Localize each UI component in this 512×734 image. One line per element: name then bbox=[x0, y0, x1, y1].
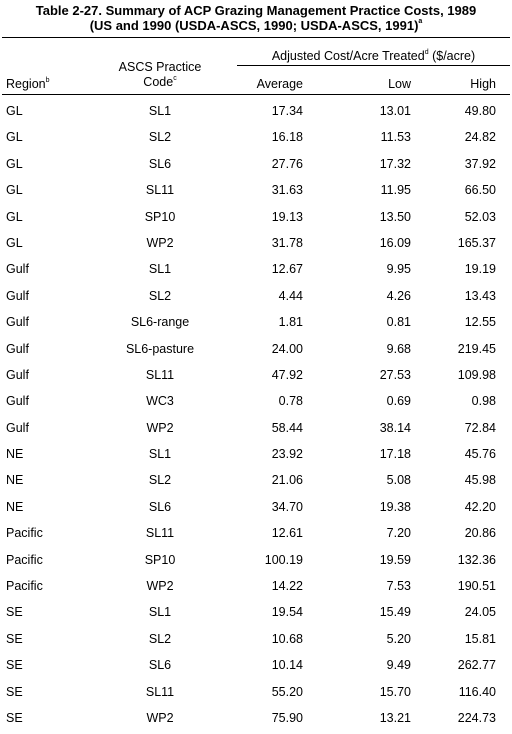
cell-practice-code: SP10 bbox=[144, 552, 176, 567]
title-footnote-mark: a bbox=[418, 18, 423, 25]
cell-practice-code: SL11 bbox=[145, 684, 175, 699]
cell-region: GL bbox=[6, 183, 23, 198]
cell-high: 42.20 bbox=[464, 499, 496, 514]
table-row bbox=[0, 705, 512, 731]
cell-average: 31.78 bbox=[271, 235, 303, 250]
cell-region: GL bbox=[6, 130, 23, 145]
group-header-label: Adjusted Cost/Acre Treated bbox=[271, 49, 425, 63]
cell-practice-code: SL11 bbox=[145, 526, 175, 541]
table-row bbox=[0, 679, 512, 705]
cell-practice-code: SL1 bbox=[148, 605, 172, 620]
cell-high: 132.36 bbox=[457, 552, 496, 567]
cell-average: 10.68 bbox=[271, 631, 303, 646]
cell-practice-code: SL1 bbox=[148, 262, 172, 277]
code-header-footnote: c bbox=[173, 75, 177, 82]
cell-average: 19.54 bbox=[271, 605, 303, 620]
table-body bbox=[0, 98, 512, 731]
cell-high: 37.92 bbox=[464, 156, 496, 171]
code-header-line-2 bbox=[100, 75, 220, 90]
cell-average: 1.81 bbox=[278, 315, 303, 330]
column-header-high: High bbox=[470, 77, 496, 91]
cell-low: 16.09 bbox=[379, 235, 411, 250]
cell-average: 58.44 bbox=[271, 420, 303, 435]
cell-region: Pacific bbox=[6, 526, 43, 541]
group-header-unit: ($/acre) bbox=[428, 49, 476, 63]
cell-region: Gulf bbox=[6, 420, 29, 435]
cell-practice-code: WP2 bbox=[146, 579, 174, 594]
cell-low: 17.18 bbox=[379, 447, 411, 462]
code-header-line-2-text: Code bbox=[143, 75, 174, 89]
cell-practice-code: SL6 bbox=[148, 499, 172, 514]
table-row bbox=[0, 573, 512, 599]
table-row bbox=[0, 283, 512, 309]
cell-practice-code: SL1 bbox=[148, 104, 172, 118]
cell-practice-code: SL6-pasture bbox=[125, 341, 195, 356]
cell-practice-code: WP2 bbox=[146, 710, 174, 725]
cell-low: 9.68 bbox=[386, 341, 411, 356]
column-header-low: Low bbox=[388, 77, 411, 91]
table-row bbox=[0, 124, 512, 150]
cell-low: 13.01 bbox=[379, 104, 411, 118]
cell-region: Gulf bbox=[6, 394, 29, 409]
table-title bbox=[0, 3, 512, 33]
cell-average: 21.06 bbox=[271, 473, 303, 488]
cell-low: 5.08 bbox=[386, 473, 411, 488]
cell-region: GL bbox=[6, 156, 23, 171]
cell-region: Pacific bbox=[6, 552, 43, 567]
cell-region: GL bbox=[6, 104, 23, 118]
cell-low: 19.59 bbox=[379, 552, 411, 567]
cell-high: 12.55 bbox=[464, 315, 496, 330]
table-row bbox=[0, 467, 512, 493]
header-top-rule bbox=[2, 37, 510, 38]
cell-high: 52.03 bbox=[464, 209, 496, 224]
cell-average: 47.92 bbox=[271, 367, 303, 382]
cell-practice-code: SL6 bbox=[148, 658, 172, 673]
cell-low: 0.81 bbox=[386, 315, 411, 330]
cell-average: 12.61 bbox=[271, 526, 303, 541]
cell-high: 219.45 bbox=[457, 341, 496, 356]
column-header-practice-code bbox=[100, 60, 220, 90]
table-row bbox=[0, 336, 512, 362]
cell-average: 24.00 bbox=[271, 341, 303, 356]
cell-average: 14.22 bbox=[271, 579, 303, 594]
cell-region: Gulf bbox=[6, 288, 29, 303]
cell-high: 24.05 bbox=[464, 605, 496, 620]
cell-high: 24.82 bbox=[464, 130, 496, 145]
cell-low: 13.21 bbox=[379, 710, 411, 725]
title-line-2-text: (US and 1990 (USDA-ASCS, 1990; USDA-ASCS, 1991) bbox=[89, 18, 419, 33]
cell-high: 49.80 bbox=[464, 104, 496, 118]
cell-average: 16.18 bbox=[271, 130, 303, 145]
cell-high: 165.37 bbox=[457, 235, 496, 250]
table-row bbox=[0, 652, 512, 678]
cell-average: 34.70 bbox=[271, 499, 303, 514]
cell-practice-code: WP2 bbox=[146, 235, 174, 250]
cell-low: 19.38 bbox=[379, 499, 411, 514]
table-row bbox=[0, 362, 512, 388]
cell-high: 72.84 bbox=[464, 420, 496, 435]
table-row bbox=[0, 230, 512, 256]
cell-region: Gulf bbox=[6, 367, 29, 382]
cell-practice-code: SL6 bbox=[148, 156, 172, 171]
cell-average: 75.90 bbox=[271, 710, 303, 725]
cell-region: Gulf bbox=[6, 341, 29, 356]
cell-low: 11.53 bbox=[380, 130, 411, 145]
cell-low: 13.50 bbox=[379, 209, 411, 224]
cell-region: GL bbox=[6, 209, 23, 224]
cell-average: 100.19 bbox=[264, 552, 303, 567]
table-row bbox=[0, 520, 512, 546]
table-row bbox=[0, 388, 512, 414]
table-row bbox=[0, 177, 512, 203]
cell-low: 5.20 bbox=[386, 631, 411, 646]
group-header-footnote: d bbox=[424, 49, 429, 56]
cell-region: NE bbox=[6, 499, 24, 514]
cell-low: 15.70 bbox=[379, 684, 411, 699]
table-row bbox=[0, 204, 512, 230]
cell-average: 55.20 bbox=[271, 684, 303, 699]
cell-region: SE bbox=[6, 631, 23, 646]
cell-average: 10.14 bbox=[271, 658, 303, 673]
cell-average: 23.92 bbox=[271, 447, 303, 462]
cell-region: SE bbox=[6, 605, 23, 620]
cell-average: 0.78 bbox=[278, 394, 303, 409]
cell-low: 11.95 bbox=[380, 183, 411, 198]
cell-practice-code: SP10 bbox=[144, 209, 176, 224]
cell-practice-code: SL11 bbox=[145, 183, 175, 198]
cell-high: 0.98 bbox=[471, 394, 496, 409]
cell-practice-code: SL2 bbox=[148, 130, 172, 145]
column-header-average: Average bbox=[256, 77, 303, 91]
cell-low: 9.95 bbox=[386, 262, 411, 277]
cell-average: 17.34 bbox=[271, 104, 303, 118]
region-header-footnote: b bbox=[45, 77, 50, 84]
cell-high: 109.98 bbox=[457, 367, 496, 382]
table-row bbox=[0, 599, 512, 625]
cell-average: 4.44 bbox=[278, 288, 303, 303]
cell-average: 27.76 bbox=[271, 156, 303, 171]
cell-practice-code: SL2 bbox=[148, 473, 172, 488]
cell-practice-code: SL2 bbox=[148, 288, 172, 303]
cell-region: NE bbox=[6, 447, 24, 462]
table-row bbox=[0, 309, 512, 335]
cell-region: SE bbox=[6, 658, 23, 673]
table-row bbox=[0, 98, 512, 124]
cell-high: 190.51 bbox=[457, 579, 496, 594]
cell-region: GL bbox=[6, 235, 23, 250]
cell-high: 45.76 bbox=[464, 447, 496, 462]
cell-high: 66.50 bbox=[464, 183, 496, 198]
cell-average: 31.63 bbox=[271, 183, 303, 198]
cell-low: 9.49 bbox=[386, 658, 411, 673]
cell-high: 19.19 bbox=[464, 262, 496, 277]
cell-region: Pacific bbox=[6, 579, 43, 594]
cell-practice-code: SL2 bbox=[148, 631, 172, 646]
cell-region: Gulf bbox=[6, 262, 29, 277]
column-header-region bbox=[6, 77, 50, 91]
table-row bbox=[0, 494, 512, 520]
cell-practice-code: WP2 bbox=[146, 420, 174, 435]
cell-low: 27.53 bbox=[379, 367, 411, 382]
cell-high: 20.86 bbox=[464, 526, 496, 541]
cell-low: 15.49 bbox=[379, 605, 411, 620]
cell-region: SE bbox=[6, 710, 23, 725]
cell-high: 224.73 bbox=[457, 710, 496, 725]
code-header-line-1: ASCS Practice bbox=[118, 60, 202, 74]
table-row bbox=[0, 626, 512, 652]
title-line-2 bbox=[0, 18, 512, 33]
table-row bbox=[0, 256, 512, 282]
group-header-rule bbox=[237, 65, 510, 66]
cell-average: 12.67 bbox=[271, 262, 303, 277]
cell-practice-code: WC3 bbox=[146, 394, 174, 409]
title-line-1: Table 2-27. Summary of ACP Grazing Management Practice Costs, 1989 bbox=[35, 3, 477, 18]
cell-low: 0.69 bbox=[386, 394, 411, 409]
table-row bbox=[0, 415, 512, 441]
cell-low: 7.20 bbox=[386, 526, 411, 541]
cell-region: NE bbox=[6, 473, 24, 488]
cell-practice-code: SL11 bbox=[145, 367, 175, 382]
cell-low: 17.32 bbox=[379, 156, 411, 171]
header-bottom-rule bbox=[2, 94, 510, 95]
region-header-label: Region bbox=[6, 77, 46, 91]
cell-practice-code: SL1 bbox=[148, 447, 172, 462]
cell-high: 116.40 bbox=[458, 684, 496, 699]
cell-high: 262.77 bbox=[457, 658, 496, 673]
column-group-header bbox=[237, 49, 510, 63]
cell-region: Gulf bbox=[6, 315, 29, 330]
cell-high: 15.81 bbox=[464, 631, 496, 646]
cell-low: 7.53 bbox=[386, 579, 411, 594]
cell-region: SE bbox=[6, 684, 23, 699]
cell-practice-code: SL6-range bbox=[130, 315, 190, 330]
cell-low: 4.26 bbox=[386, 288, 411, 303]
table-row bbox=[0, 547, 512, 573]
table-row bbox=[0, 441, 512, 467]
cell-high: 13.43 bbox=[464, 288, 496, 303]
cell-average: 19.13 bbox=[271, 209, 303, 224]
table-row bbox=[0, 151, 512, 177]
cell-low: 38.14 bbox=[379, 420, 411, 435]
cell-high: 45.98 bbox=[464, 473, 496, 488]
